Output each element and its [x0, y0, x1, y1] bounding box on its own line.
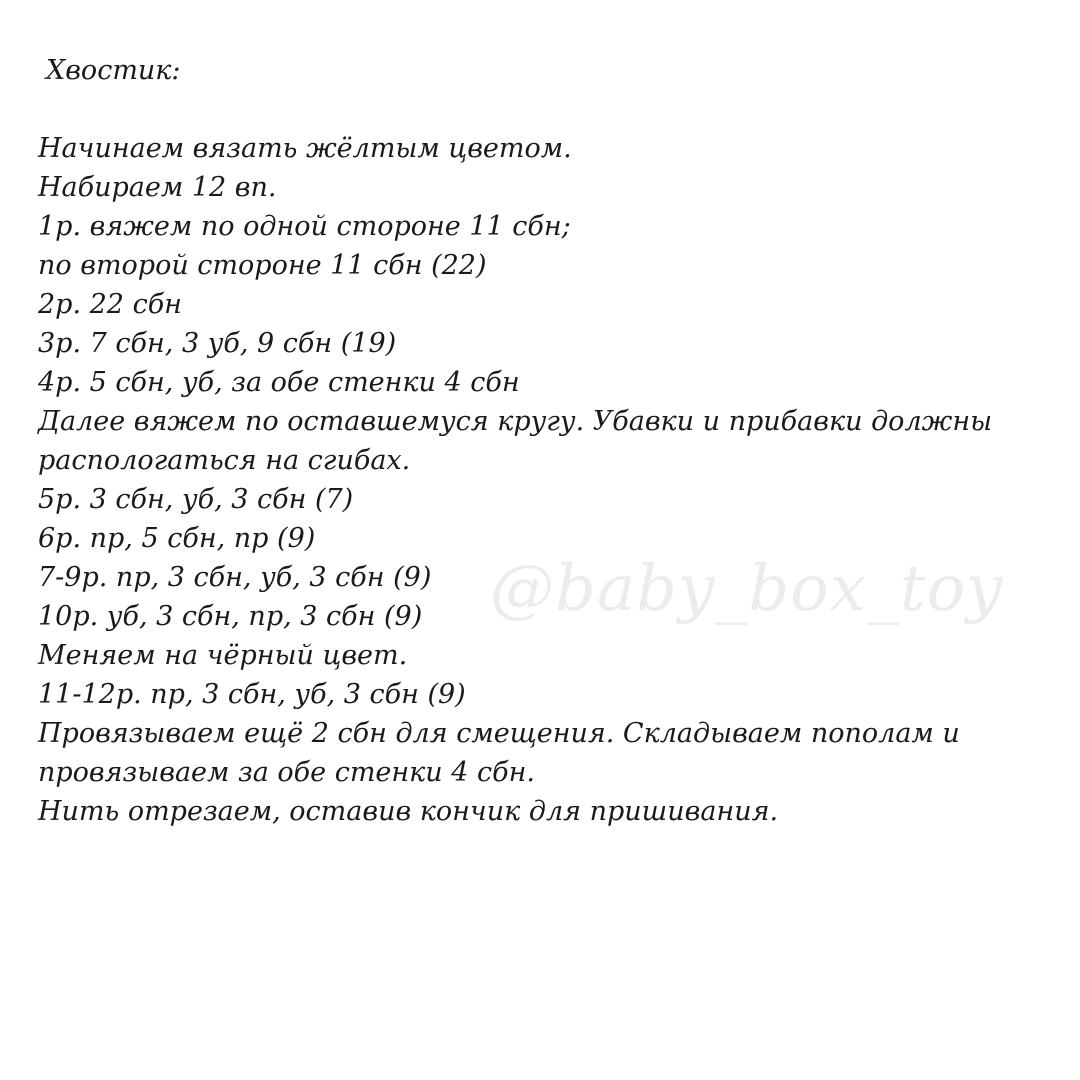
instruction-line: 5р. 3 сбн, уб, 3 сбн (7)	[38, 484, 354, 515]
instructions-text	[38, 129, 1048, 831]
instruction-line: провязываем за обе стенки 4 сбн.	[38, 757, 536, 788]
instruction-line: 7-9р. пр, 3 сбн, уб, 3 сбн (9)	[38, 562, 432, 593]
instruction-line: Нить отрезаем, оставив кончик для пришивания.	[38, 796, 779, 827]
instruction-line: Провязываем ещё 2 сбн для смещения. Складываем пополам и	[38, 718, 960, 749]
instruction-line: 10р. уб, 3 сбн, пр, 3 сбн (9)	[38, 601, 423, 632]
instruction-line: 3р. 7 сбн, 3 уб, 9 сбн (19)	[38, 328, 397, 359]
instruction-line: 6р. пр, 5 сбн, пр (9)	[38, 523, 316, 554]
instruction-line: 11-12р. пр, 3 сбн, уб, 3 сбн (9)	[38, 679, 466, 710]
instruction-line: распологаться на сгибах.	[38, 445, 411, 476]
instruction-line: 4р. 5 сбн, уб, за обе стенки 4 сбн	[38, 367, 520, 398]
instruction-line: 2р. 22 сбн	[38, 289, 182, 320]
instruction-line: 1р. вяжем по одной стороне 11 сбн;	[38, 211, 571, 242]
instruction-line: Набираем 12 вп.	[38, 172, 277, 203]
section-title: Хвостик:	[46, 55, 181, 86]
instruction-line: Далее вяжем по оставшемуся кругу. Убавки и прибавки должны	[38, 406, 993, 437]
watermark: @baby_box_toy	[490, 552, 1004, 626]
instruction-line: Начинаем вязать жёлтым цветом.	[38, 133, 572, 164]
instruction-line: по второй стороне 11 сбн (22)	[38, 250, 487, 281]
instruction-line: Меняем на чёрный цвет.	[38, 640, 408, 671]
